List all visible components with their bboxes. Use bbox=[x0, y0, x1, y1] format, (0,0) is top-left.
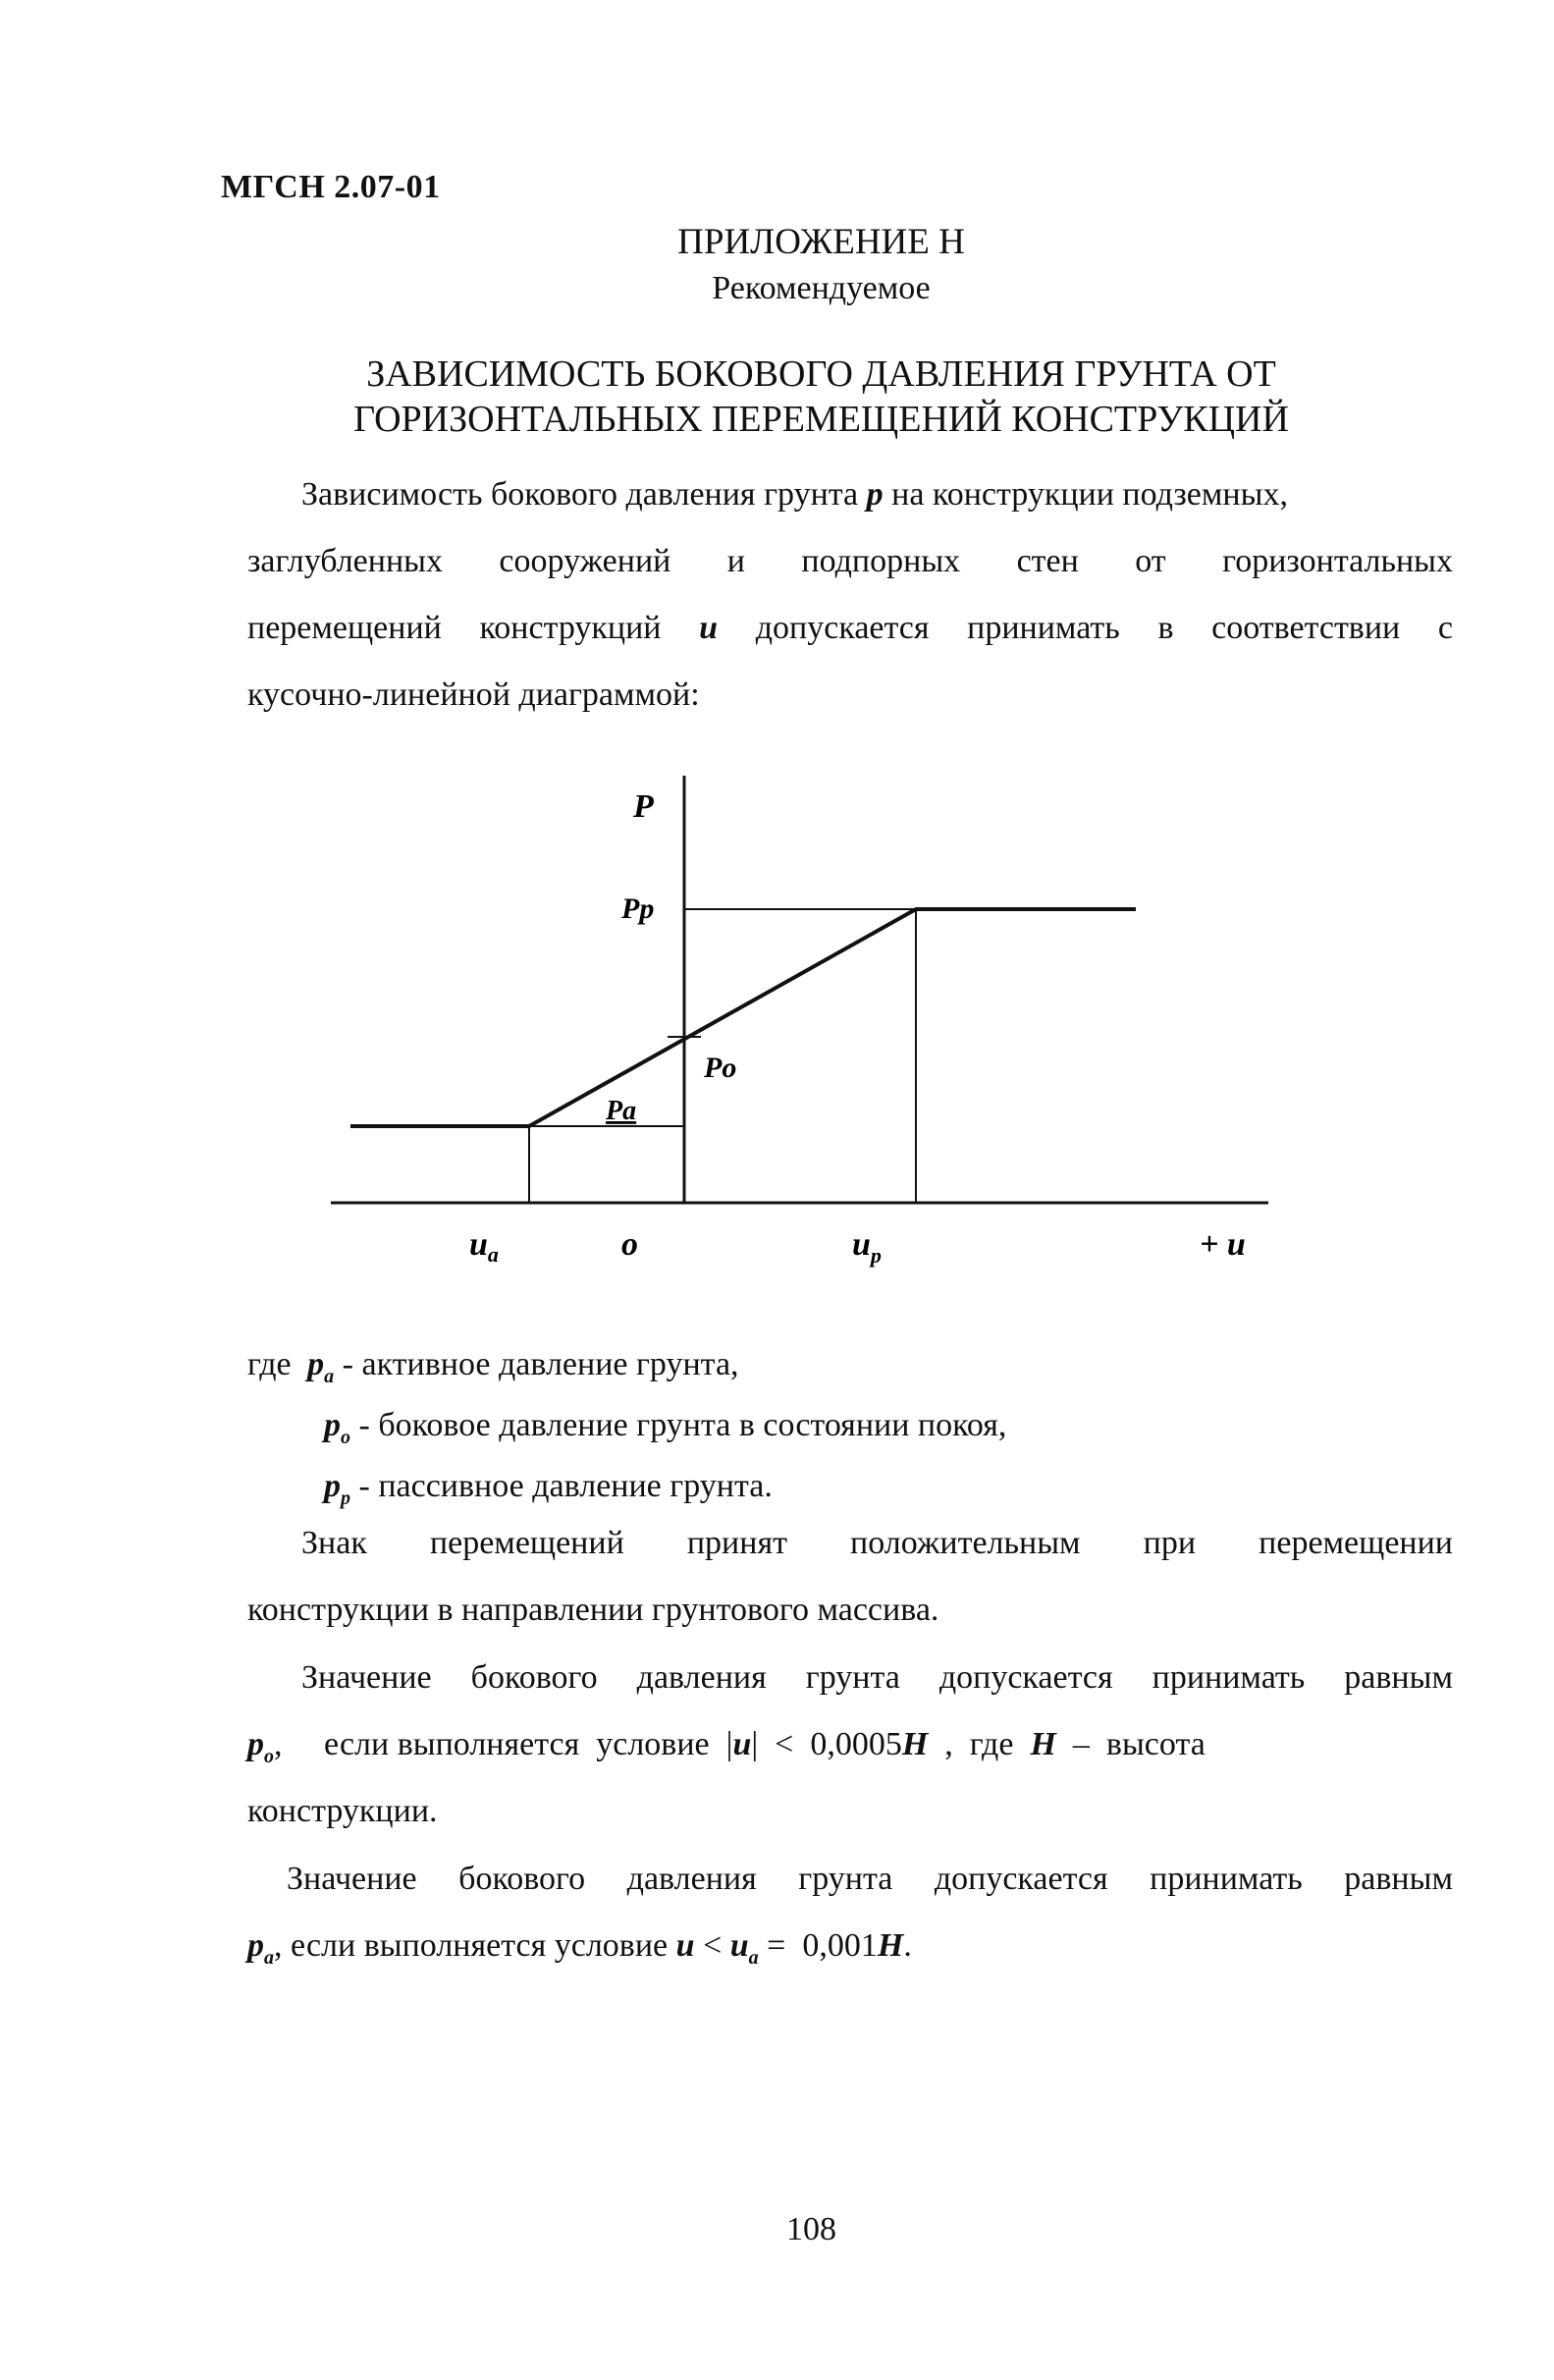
appendix-label: ПРИЛОЖЕНИЕ Н bbox=[677, 222, 965, 262]
intro-line-4: кусочно-линейной диаграммой: bbox=[247, 676, 700, 713]
sign-note-line-2: конструкции в направлении грунтового массива. bbox=[247, 1592, 939, 1628]
label-po: Po bbox=[704, 1052, 737, 1084]
title-line-2: ГОРИЗОНТАЛЬНЫХ ПЕРЕМЕЩЕНИЙ КОНСТРУКЦИЙ bbox=[353, 399, 1289, 440]
axis-label-p: P bbox=[633, 788, 654, 825]
label-ua: $u_a$ bbox=[469, 1226, 499, 1267]
intro-line-2: заглубленных сооружений и подпорных стен от горизонтальных bbox=[247, 543, 1453, 579]
sign-note-paragraph bbox=[247, 1510, 1453, 1644]
definition-pp: $p_p$ - пассивное давление грунта. bbox=[324, 1467, 773, 1509]
document-code: МГСН 2.07-01 bbox=[221, 169, 441, 205]
condition-2-line-1: Значение бокового давления грунта допускается принимать равным bbox=[287, 1861, 1453, 1897]
title-line-1: ЗАВИСИМОСТЬ БОКОВОГО ДАВЛЕНИЯ ГРУНТА ОТ bbox=[366, 353, 1276, 395]
label-plus-u: + u bbox=[1200, 1226, 1246, 1263]
label-pp: Pp bbox=[621, 892, 655, 925]
intro-line-3: перемещений конструкций u допускается принимать в соответствии с bbox=[247, 610, 1453, 646]
definition-po: $p_o$ - боковое давление грунта в состоянии покоя, bbox=[324, 1406, 1007, 1448]
pressure-curve bbox=[350, 909, 1136, 1126]
appendix-status: Рекомендуемое bbox=[712, 270, 931, 306]
condition-1-line-2: $p_o$, если выполняется условие |u| < 0,0005H , где H – высота bbox=[247, 1726, 1206, 1767]
label-up: $u_p$ bbox=[852, 1226, 882, 1268]
definitions bbox=[247, 1340, 1006, 1522]
page-number: 108 bbox=[786, 2211, 836, 2247]
sign-note-line-1: Знак перемещений принят положительным при перемещении bbox=[301, 1525, 1453, 1561]
condition-2-line-2: $p_a$, если выполняется условие $u < u_a = 0,001H$. bbox=[247, 1927, 912, 1969]
condition-1-paragraph bbox=[247, 1645, 1453, 1845]
condition-1-line-3: конструкции. bbox=[247, 1793, 438, 1829]
condition-2-paragraph bbox=[247, 1846, 1453, 1979]
label-origin: o bbox=[621, 1226, 638, 1263]
intro-line-1: Зависимость бокового давления грунта p на конструкции подземных, bbox=[301, 476, 1288, 513]
definition-pa: где $p_a$ - активное давление грунта, bbox=[247, 1346, 739, 1387]
label-pa: Pa bbox=[606, 1096, 637, 1126]
condition-1-line-1: Значение бокового давления грунта допускается принимать равным bbox=[301, 1659, 1453, 1696]
